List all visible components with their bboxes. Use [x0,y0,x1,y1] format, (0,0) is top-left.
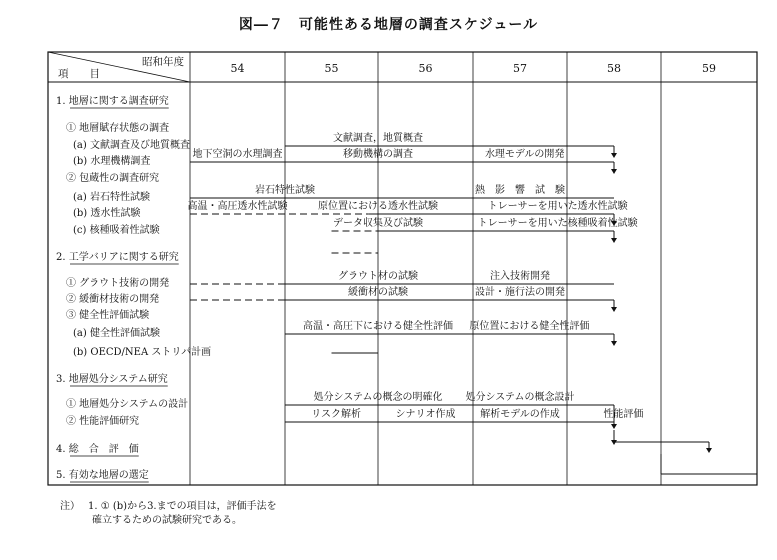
row-label-11: ③ 健全性評価試験 [66,310,150,321]
footnote-label: 注） [60,501,80,512]
row-label-13: (b) OECD/NEA ストリパ計画 [73,347,212,358]
bar-label-4: 岩石特性試験 [255,185,315,196]
bar-label-20: シナリオ作成 [395,409,456,420]
row-label-7: (c) 核種吸着性試験 [73,225,160,236]
page-title: 図―７ 可能性ある地層の調査スケジュール [238,17,539,33]
row-label-0: 1. 地層に関する調査研究 [56,96,169,107]
bar-label-14: 設計・施行法の開発 [475,287,565,298]
footnote-line-1: 1. ① (b)から3.までの項目は，評価手法を [88,501,277,512]
eval-arrow [706,448,712,453]
row-label-15: ① 地層処分システムの設計 [66,399,189,410]
bar-arrow-1 [611,169,617,174]
bar-label-12: 注入技術開発 [490,271,550,282]
year-header-58: 58 [607,62,621,75]
bar-label-3: 水理モデルの開発 [484,149,565,160]
bar-label-0: 文献調査，地質概査 [333,133,423,144]
bar-arrow-3 [611,238,617,243]
row-label-3: (b) 水理機構調査 [73,156,151,167]
bar-label-7: 原位置における透水性試験 [318,201,438,212]
schedule-labels [56,55,716,482]
bar-label-19: リスク解析 [311,409,362,420]
bar-label-21: 解析モデルの作成 [480,409,560,420]
bar-arrow-6 [611,341,617,346]
schedule-grid [48,52,757,485]
row-label-8: 2. 工学バリアに関する研究 [56,252,179,263]
item-header: 項 目 [58,68,100,80]
bar-system-arrow [611,424,617,429]
row-label-12: (a) 健全性評価試験 [73,328,160,339]
bar-label-11: グラウト材の試験 [338,271,418,282]
row-label-9: ① グラウト技術の開発 [66,278,170,289]
row-label-6: (b) 透水性試験 [73,208,141,219]
era-header: 昭和年度 [142,56,184,68]
bar-label-17: 処分システムの概念の明確化 [313,392,443,403]
bar-label-15: 高温・高圧下における健全性評価 [303,321,453,332]
bar-label-9: データ収集及び試験 [333,218,423,229]
year-header-57: 57 [513,62,527,75]
bar-arrow-5 [611,307,617,312]
bar-label-10: トレーサーを用いた核種吸着性試験 [477,218,638,229]
bar-label-22: 性能評価 [603,409,644,420]
bar-arrow-0 [611,153,617,158]
row-label-18: 5. 有効な地層の選定 [56,470,149,481]
row-label-17: 4. 総 合 評 価 [56,444,139,455]
bar-label-1: 地下空洞の水理調査 [192,149,283,160]
row-label-4: ② 包蔵性の調査研究 [66,173,160,184]
bar-label-13: 緩衝材の試験 [348,287,408,298]
row-label-5: (a) 岩石特性試験 [73,192,150,203]
bar-label-18: 処分システムの概念設計 [465,392,575,403]
table-border [48,52,757,485]
year-header-55: 55 [324,62,339,75]
row-label-14: 3. 地層処分システム研究 [56,374,168,385]
footnote-line-2: 確立するための試験研究である。 [92,515,242,526]
bar-label-6: 高温・高圧透水性試験 [187,201,288,212]
row-label-10: ② 緩衝材技術の開発 [66,294,160,305]
bar-label-5: 熱 影 響 試 験 [475,185,565,196]
bar-label-2: 移動機構の調査 [343,149,413,160]
bar-label-8: トレーサーを用いた透水性試験 [487,201,628,212]
bar-label-16: 原位置における健全性評価 [469,321,590,332]
row-label-1: ① 地層賦存状態の調査 [66,123,170,134]
year-header-59: 59 [702,62,716,75]
year-header-56: 56 [418,62,433,75]
row-label-16: ② 性能評価研究 [66,416,140,427]
year-header-54: 54 [230,62,245,75]
row-label-2: (a) 文献調査及び地質概査 [73,140,190,151]
